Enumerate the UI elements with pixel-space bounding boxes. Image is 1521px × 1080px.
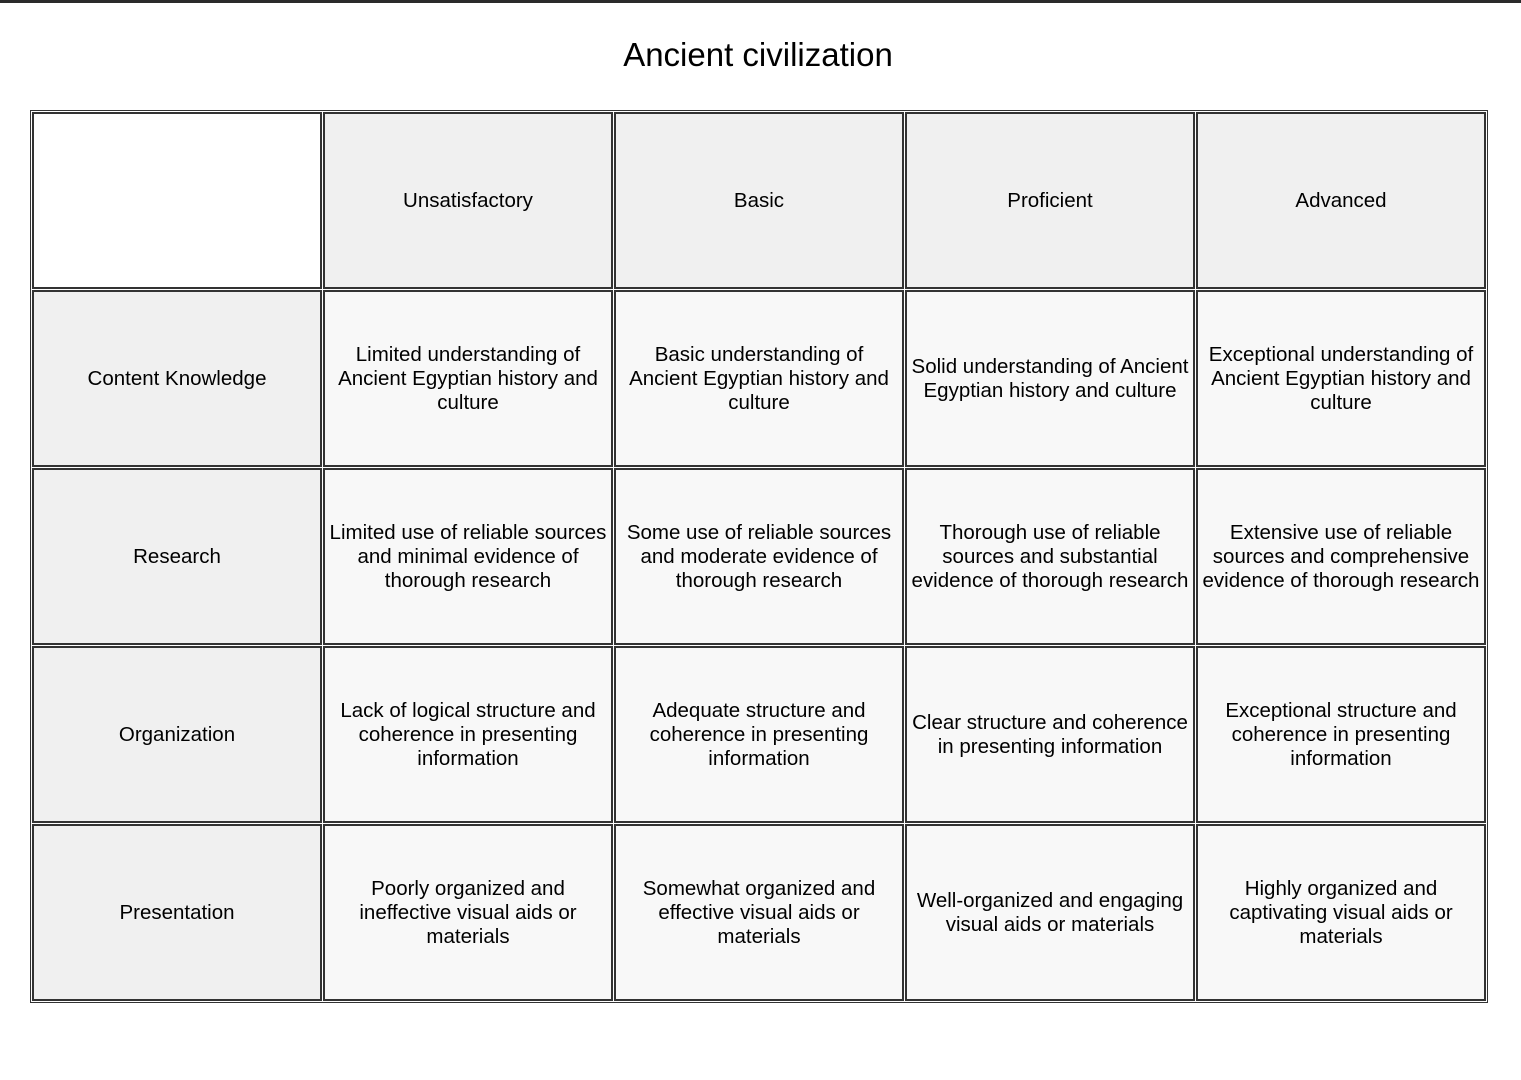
table-cell: Clear structure and coherence in presenting information xyxy=(905,646,1195,823)
table-cell: Limited understanding of Ancient Egyptian history and culture xyxy=(323,290,613,467)
corner-cell xyxy=(32,112,322,289)
header-row xyxy=(32,112,1486,289)
table-cell: Basic understanding of Ancient Egyptian history and culture xyxy=(614,290,904,467)
table-cell: Extensive use of reliable sources and comprehensive evidence of thorough research xyxy=(1196,468,1486,645)
page-title: Ancient civilization xyxy=(623,36,893,73)
table-cell: Adequate structure and coherence in presenting information xyxy=(614,646,904,823)
table-row xyxy=(32,290,1486,467)
table-cell: Exceptional understanding of Ancient Egyptian history and culture xyxy=(1196,290,1486,467)
top-border xyxy=(0,0,1521,3)
table-cell: Solid understanding of Ancient Egyptian history and culture xyxy=(905,290,1195,467)
row-header-organization: Organization xyxy=(32,646,322,823)
table-cell: Highly organized and captivating visual aids or materials xyxy=(1196,824,1486,1001)
table-cell: Lack of logical structure and coherence in presenting information xyxy=(323,646,613,823)
row-header-presentation: Presentation xyxy=(32,824,322,1001)
column-header-unsatisfactory: Unsatisfactory xyxy=(323,112,613,289)
table-row xyxy=(32,646,1486,823)
column-header-basic: Basic xyxy=(614,112,904,289)
table-cell: Limited use of reliable sources and minimal evidence of thorough research xyxy=(323,468,613,645)
rubric-table xyxy=(30,110,1488,1003)
table-cell: Exceptional structure and coherence in presenting information xyxy=(1196,646,1486,823)
row-header-content-knowledge: Content Knowledge xyxy=(32,290,322,467)
table-row xyxy=(32,824,1486,1001)
table-cell: Well-organized and engaging visual aids or materials xyxy=(905,824,1195,1001)
table-cell: Somewhat organized and effective visual aids or materials xyxy=(614,824,904,1001)
column-header-advanced: Advanced xyxy=(1196,112,1486,289)
table-cell: Poorly organized and ineffective visual aids or materials xyxy=(323,824,613,1001)
column-header-proficient: Proficient xyxy=(905,112,1195,289)
row-header-research: Research xyxy=(32,468,322,645)
table-row xyxy=(32,468,1486,645)
table-cell: Some use of reliable sources and moderate evidence of thorough research xyxy=(614,468,904,645)
table-cell: Thorough use of reliable sources and substantial evidence of thorough research xyxy=(905,468,1195,645)
